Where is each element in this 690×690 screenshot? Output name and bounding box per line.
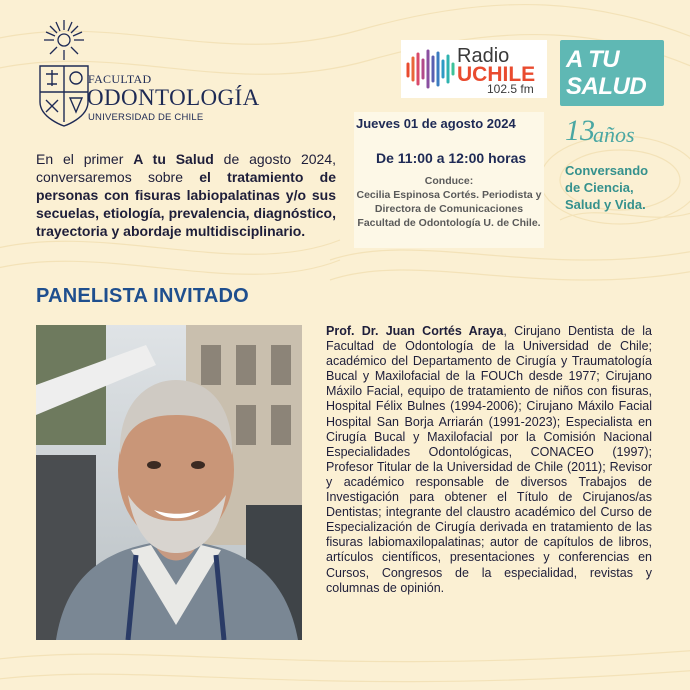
event-info: [354, 112, 544, 248]
anniversary-number: 13: [565, 114, 595, 147]
slogan-line1: Conversando: [565, 163, 649, 178]
radio-name: Radio: [457, 45, 510, 67]
faculty-label: FACULTAD: [88, 72, 152, 86]
intro-paragraph: [36, 150, 336, 240]
radio-brand: UCHILE: [457, 63, 536, 86]
slogan-line3: Salud y Vida.: [565, 197, 646, 212]
program-name-line2: SALUD: [566, 73, 647, 100]
panel-title: PANELISTA INVITADO: [36, 285, 249, 307]
intro-text-2: de agosto 2024, conversaremos sobre: [36, 151, 336, 185]
host-line2: Directora de Comunicaciones: [374, 203, 524, 215]
anniversary-mark: [565, 114, 665, 154]
host-line1: Cecilia Espinosa Cortés. Periodista y: [356, 189, 542, 201]
program-name-line1: A TU: [566, 46, 620, 73]
host-info: [354, 174, 544, 230]
intro-topic: el tratamiento de personas con fisuras labiopalatinas y/o sus secuelas, etiología, prevalencia, diagnóstico, trayectoria y abordaje multidisciplinario.: [36, 169, 336, 239]
event-time: De 11:00 a 12:00 horas: [376, 150, 527, 166]
event-date: Jueves 01 de agosto 2024: [356, 116, 516, 131]
host-label: Conduce:: [424, 175, 474, 187]
university-shield-icon: [36, 62, 92, 130]
slogan-line2: de Ciencia,: [565, 180, 634, 195]
anniversary-text: años: [593, 122, 635, 147]
university-name: UNIVERSIDAD DE CHILE: [88, 112, 204, 123]
sound-wave-icon: [405, 48, 455, 90]
program-slogan: [565, 162, 675, 213]
intro-program-name: A tu Salud: [133, 151, 214, 167]
panelist-name: Prof. Dr. Juan Cortés Araya: [326, 324, 504, 338]
panelist-photo: [36, 325, 302, 640]
faculty-name: ODONTOLOGÍA: [87, 85, 260, 110]
panelist-bio: [326, 324, 652, 596]
radio-frequency: 102.5 fm: [487, 82, 534, 96]
program-logo: [560, 40, 664, 106]
faculty-logo: [36, 18, 260, 128]
host-line3: Facultad de Odontología U. de Chile.: [357, 217, 541, 229]
radio-uchile-logo: [401, 40, 547, 98]
intro-text-1: En el primer: [36, 151, 134, 167]
sun-emblem-icon: [42, 18, 86, 62]
panelist-bio-text: , Cirujano Dentista de la Facultad de Odontología de la Universidad de Chile; académico del Departamento de Cirugía y Traumatología Bucal y Maxilofacial de la FOUCh desde 1977; Cirujano Máxilo Facial, equipo de tratamiento de niños con fisuras, Hospital Félix Bulnes (1994-2006); Cirujano Máxilo Facial Hospital San Borja Arriarán (1991-2023); Especialista en Cirugía Bucal y Maxilofacial por la Comisión Nacional Especialidades Odontológicas, CONACEO (1997); Profesor Titular de la Universidad de Chile (2011); Revisor y académico responsable de diversos Trabajos de Investigación para obtener el Título de Cirujanos/as Dentistas; integrante del claustro académico del Curso de Especialización de Cirugía derivada en tratamiento de las fisuras labiomaxilopalatinas; autor de capítulos de libros, artículos científicos, presentaciones y conferencias en Cursos, Congresos de la especialidad, revistas y columnas de opinión.: [326, 324, 652, 595]
